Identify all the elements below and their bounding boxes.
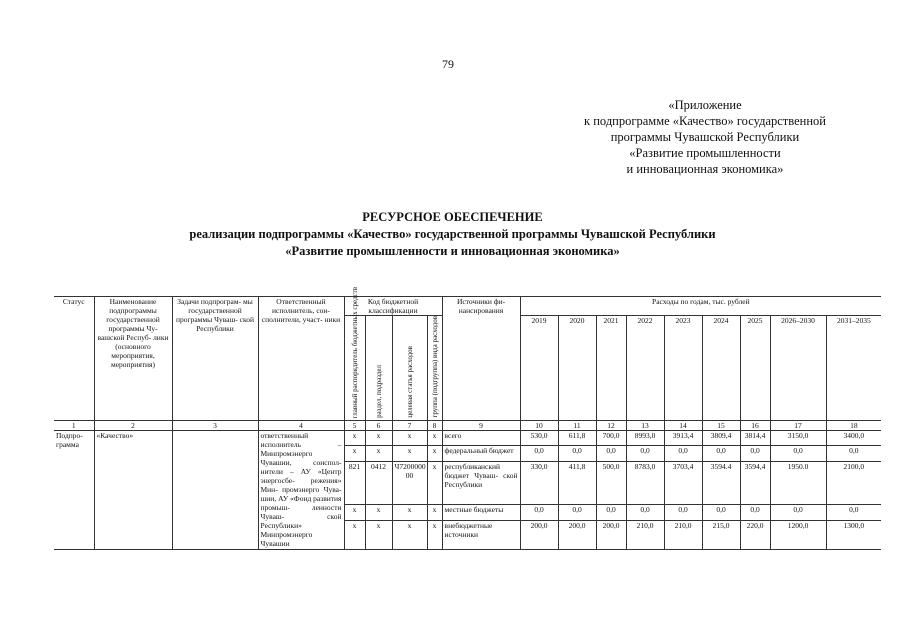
appendix-line: программы Чувашской Республики — [610, 130, 800, 144]
code-cell: 0412 — [365, 461, 392, 504]
value-cell: 411,8 — [558, 461, 596, 504]
header-tasks: Задачи подпрограм- мы государственной программы Чуваш- ской Республики — [172, 297, 258, 421]
code-cell: x — [427, 446, 442, 461]
resource-table — [54, 286, 881, 550]
value-cell: 330,0 — [520, 461, 558, 504]
value-cell: 0,0 — [596, 446, 626, 461]
column-number: 14 — [664, 421, 702, 431]
value-cell: 611,8 — [558, 431, 596, 446]
header-code-group: группа (подгруппа) вида расходов — [430, 316, 439, 418]
source-cell: федеральный бюджет — [442, 446, 520, 461]
header-executor: Ответственный исполнитель, сои- сполнители, участ- ники — [258, 297, 344, 421]
value-cell: 220,0 — [740, 520, 770, 549]
header-year: 2025 — [740, 316, 770, 421]
appendix-line: и инновационная экономика» — [626, 162, 784, 176]
column-number: 3 — [172, 421, 258, 431]
value-cell: 700,0 — [596, 431, 626, 446]
code-cell: Ч7200000 00 — [392, 461, 427, 504]
code-cell: 821 — [344, 461, 365, 504]
value-cell: 3400,0 — [826, 431, 881, 446]
code-cell: x — [392, 505, 427, 520]
value-cell: 200,0 — [558, 520, 596, 549]
value-cell: 0,0 — [740, 446, 770, 461]
column-number: 4 — [258, 421, 344, 431]
header-year: 2020 — [558, 316, 596, 421]
value-cell: 3594,4 — [740, 461, 770, 504]
value-cell: 0,0 — [664, 446, 702, 461]
column-number: 9 — [442, 421, 520, 431]
header-year: 2024 — [702, 316, 740, 421]
header-year: 2023 — [664, 316, 702, 421]
column-number: 18 — [826, 421, 881, 431]
column-number: 11 — [558, 421, 596, 431]
column-number: 10 — [520, 421, 558, 431]
header-sources: Источники фи- нансирования — [442, 297, 520, 421]
header-code-manager: главный распорядитель бюджетных средств — [350, 286, 359, 418]
code-cell: x — [365, 431, 392, 446]
column-number: 8 — [427, 421, 442, 431]
tasks-cell — [172, 431, 258, 550]
column-number: 16 — [740, 421, 770, 431]
code-cell: x — [427, 431, 442, 446]
code-cell: x — [365, 520, 392, 549]
value-cell: 0,0 — [626, 505, 664, 520]
column-number: 7 — [392, 421, 427, 431]
value-cell: 0,0 — [596, 505, 626, 520]
value-cell: 0,0 — [702, 446, 740, 461]
code-cell: x — [344, 446, 365, 461]
appendix-line: «Развитие промышленности — [629, 146, 781, 160]
code-cell: x — [365, 505, 392, 520]
value-cell: 8993,0 — [626, 431, 664, 446]
value-cell: 0,0 — [770, 446, 826, 461]
column-number: 6 — [365, 421, 392, 431]
value-cell: 3150,0 — [770, 431, 826, 446]
title-line: «Развитие промышленности и инновационная экономика» — [285, 244, 620, 258]
code-cell: x — [344, 505, 365, 520]
value-cell: 530,0 — [520, 431, 558, 446]
page-number: 79 — [442, 57, 454, 71]
column-number: 13 — [626, 421, 664, 431]
header-budget-code: Код бюджетной классификации — [344, 297, 442, 316]
header-year: 2031–2035 — [826, 316, 881, 421]
table-row — [54, 431, 881, 446]
value-cell: 215,0 — [702, 520, 740, 549]
code-cell: x — [392, 431, 427, 446]
code-cell: x — [392, 520, 427, 549]
value-cell: 2100,0 — [826, 461, 881, 504]
value-cell: 210,0 — [664, 520, 702, 549]
header-name: Наименование подпрограммы государственной программы Чу- вашской Респуб- лики (основного мероприятия, мероприятия) — [94, 297, 172, 421]
code-cell: x — [344, 431, 365, 446]
value-cell: 0,0 — [826, 446, 881, 461]
appendix-line: «Приложение — [668, 98, 742, 112]
document-title — [0, 209, 905, 260]
source-cell: республиканский бюджет Чуваш- ской Республики — [442, 461, 520, 504]
code-cell: x — [427, 520, 442, 549]
value-cell: 0,0 — [558, 446, 596, 461]
value-cell: 1300,0 — [826, 520, 881, 549]
value-cell: 8783,0 — [626, 461, 664, 504]
value-cell: 0,0 — [770, 505, 826, 520]
header-status: Статус — [54, 297, 94, 421]
appendix-line: к подпрограмме «Качество» государственной — [584, 114, 826, 128]
value-cell: 1200,0 — [770, 520, 826, 549]
column-number: 2 — [94, 421, 172, 431]
header-expenses: Расходы по годам, тыс. рублей — [520, 297, 881, 316]
code-cell: x — [344, 520, 365, 549]
value-cell: 3809,4 — [702, 431, 740, 446]
value-cell: 0,0 — [520, 505, 558, 520]
appendix-caption — [560, 97, 850, 177]
source-cell: внебюджетные источники — [442, 520, 520, 549]
code-cell: x — [365, 446, 392, 461]
header-code-article: целевая статья расходов — [405, 346, 414, 418]
title-line: РЕСУРСНОЕ ОБЕСПЕЧЕНИЕ — [362, 210, 543, 224]
source-cell: всего — [442, 431, 520, 446]
value-cell: 3703,4 — [664, 461, 702, 504]
value-cell: 200,0 — [520, 520, 558, 549]
header-year: 2021 — [596, 316, 626, 421]
name-cell: «Качество» — [94, 431, 172, 550]
value-cell: 3814,4 — [740, 431, 770, 446]
column-number: 15 — [702, 421, 740, 431]
value-cell: 0,0 — [520, 446, 558, 461]
code-cell: x — [427, 461, 442, 504]
value-cell: 500,0 — [596, 461, 626, 504]
column-number: 17 — [770, 421, 826, 431]
value-cell: 0,0 — [740, 505, 770, 520]
value-cell: 1950.0 — [770, 461, 826, 504]
executor-cell: ответственный исполнитель – Минпромэнерго Чувашии, соиспол- нители – АУ «Центр энергосбе- режения» Мин- промэнерго Чува- шии, АУ «Фонд развития промыш- ленности Чуваш- ской Республики» Минпромэнерго Чувашии — [258, 431, 344, 550]
header-year: 2026–2030 — [770, 316, 826, 421]
status-cell: Подпро- грамма — [54, 431, 94, 550]
value-cell: 3913,4 — [664, 431, 702, 446]
value-cell: 0,0 — [702, 505, 740, 520]
value-cell: 0,0 — [664, 505, 702, 520]
column-number: 12 — [596, 421, 626, 431]
column-number: 5 — [344, 421, 365, 431]
header-year: 2022 — [626, 316, 664, 421]
column-number: 1 — [54, 421, 94, 431]
header-year: 2019 — [520, 316, 558, 421]
value-cell: 210,0 — [626, 520, 664, 549]
value-cell: 0,0 — [626, 446, 664, 461]
value-cell: 3594.4 — [702, 461, 740, 504]
code-cell: x — [427, 505, 442, 520]
code-cell: x — [392, 446, 427, 461]
title-line: реализации подпрограммы «Качество» государственной программы Чувашской Республики — [189, 227, 716, 241]
value-cell: 0,0 — [558, 505, 596, 520]
value-cell: 0,0 — [826, 505, 881, 520]
source-cell: местные бюджеты — [442, 505, 520, 520]
value-cell: 200,0 — [596, 520, 626, 549]
header-code-section: раздел, подраздел — [374, 365, 383, 418]
